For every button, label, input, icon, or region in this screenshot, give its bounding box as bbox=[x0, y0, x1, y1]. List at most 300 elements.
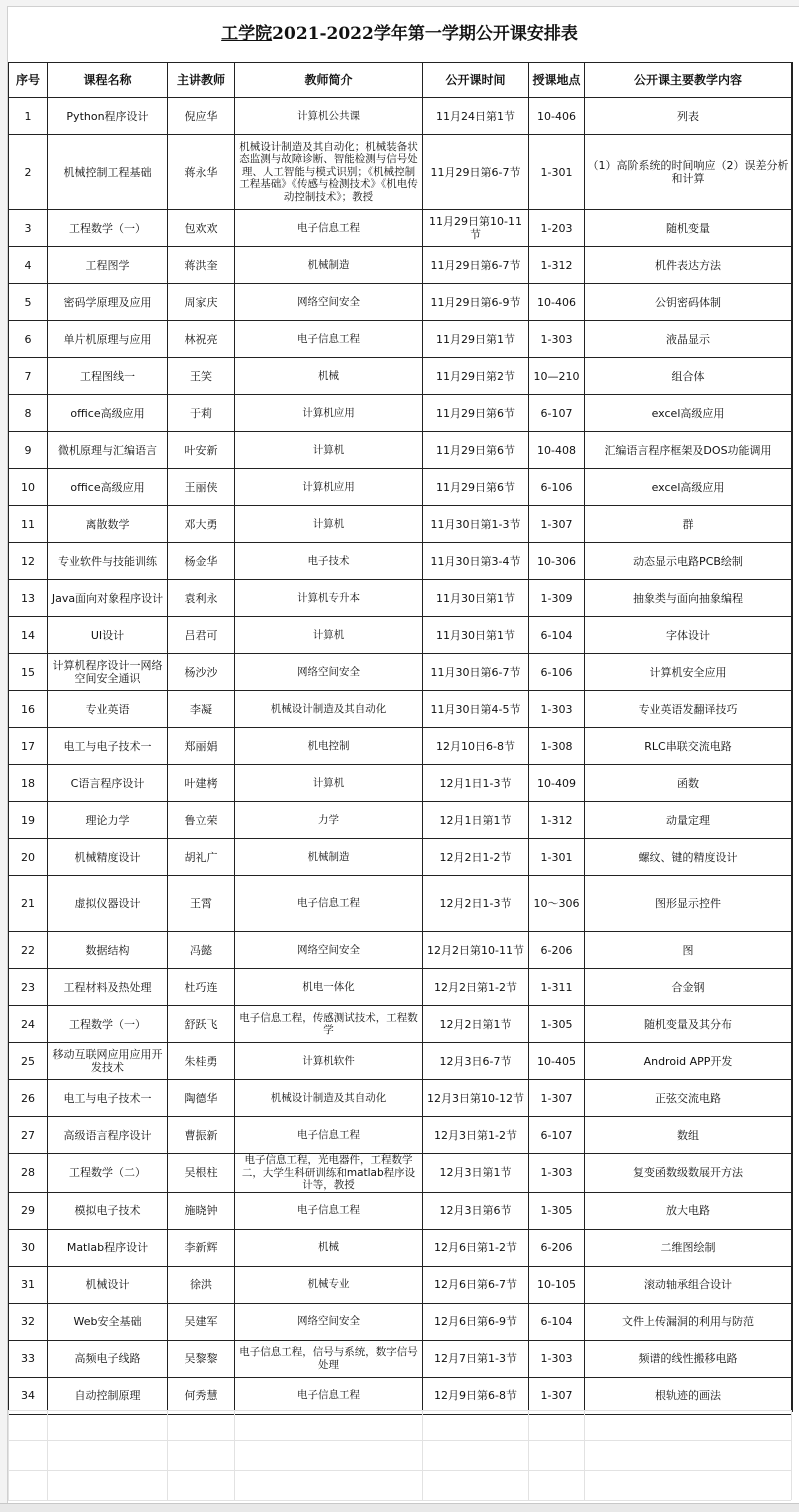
cell-content[interactable]: 字体设计 bbox=[585, 617, 792, 654]
cell-time[interactable]: 11月29日第2节 bbox=[423, 358, 529, 395]
cell-no[interactable]: 27 bbox=[9, 1117, 48, 1154]
cell-teacher[interactable]: 施晓钟 bbox=[168, 1192, 235, 1229]
cell-place[interactable]: 10-105 bbox=[529, 1266, 585, 1303]
cell-place[interactable]: 1-303 bbox=[529, 691, 585, 728]
cell-content[interactable]: 复变函数级数展开方法 bbox=[585, 1154, 792, 1193]
cell-time[interactable]: 12月1日1-3节 bbox=[423, 765, 529, 802]
cell-no[interactable]: 15 bbox=[9, 654, 48, 691]
cell-intro[interactable]: 计算机应用 bbox=[235, 469, 423, 506]
cell-no[interactable]: 4 bbox=[9, 247, 48, 284]
cell-course[interactable]: 高级语言程序设计 bbox=[48, 1117, 168, 1154]
cell-no[interactable]: 23 bbox=[9, 969, 48, 1006]
cell-time[interactable]: 12月6日第1-2节 bbox=[423, 1229, 529, 1266]
cell-no[interactable]: 5 bbox=[9, 284, 48, 321]
cell-course[interactable]: 电工与电子技术一 bbox=[48, 1080, 168, 1117]
cell-place[interactable]: 1-301 bbox=[529, 839, 585, 876]
table-row bbox=[9, 1117, 792, 1154]
cell-place[interactable]: 1-311 bbox=[529, 969, 585, 1006]
grid-line bbox=[8, 1410, 9, 1500]
cell-course[interactable]: Web安全基础 bbox=[48, 1303, 168, 1340]
cell-time[interactable]: 11月30日第1-3节 bbox=[423, 506, 529, 543]
grid-line bbox=[47, 1410, 48, 1500]
cell-teacher[interactable]: 杜巧连 bbox=[168, 969, 235, 1006]
cell-no[interactable]: 31 bbox=[9, 1266, 48, 1303]
cell-intro[interactable]: 机械 bbox=[235, 1229, 423, 1266]
cell-place[interactable]: 1-305 bbox=[529, 1192, 585, 1229]
cell-content[interactable]: RLC串联交流电路 bbox=[585, 728, 792, 765]
cell-course[interactable]: 工程数学（二） bbox=[48, 1154, 168, 1193]
cell-content[interactable]: 动态显示电路PCB绘制 bbox=[585, 543, 792, 580]
cell-teacher[interactable]: 何秀慧 bbox=[168, 1377, 235, 1414]
cell-teacher[interactable]: 李凝 bbox=[168, 691, 235, 728]
cell-intro[interactable]: 计算机 bbox=[235, 432, 423, 469]
cell-course[interactable]: 单片机原理与应用 bbox=[48, 321, 168, 358]
cell-teacher[interactable]: 蒋永华 bbox=[168, 135, 235, 210]
cell-place[interactable]: 10-405 bbox=[529, 1043, 585, 1080]
header-row bbox=[9, 63, 792, 98]
cell-no[interactable]: 19 bbox=[9, 802, 48, 839]
table-row bbox=[9, 1043, 792, 1080]
cell-time[interactable]: 12月2日第10-11节 bbox=[423, 932, 529, 969]
cell-teacher[interactable]: 吴建军 bbox=[168, 1303, 235, 1340]
cell-no[interactable]: 3 bbox=[9, 210, 48, 247]
table-row bbox=[9, 802, 792, 839]
cell-intro[interactable]: 网络空间安全 bbox=[235, 1303, 423, 1340]
cell-place[interactable]: 10-406 bbox=[529, 284, 585, 321]
cell-place[interactable]: 1-312 bbox=[529, 247, 585, 284]
header-cell-content[interactable]: 公开课主要教学内容 bbox=[585, 63, 792, 98]
cell-no[interactable]: 7 bbox=[9, 358, 48, 395]
cell-place[interactable]: 1-305 bbox=[529, 1006, 585, 1043]
table-row bbox=[9, 210, 792, 247]
cell-course[interactable]: 工程图线一 bbox=[48, 358, 168, 395]
grid-line bbox=[234, 1410, 235, 1500]
cell-place[interactable]: 10-406 bbox=[529, 98, 585, 135]
cell-course[interactable]: 微机原理与汇编语言 bbox=[48, 432, 168, 469]
table-row bbox=[9, 1154, 792, 1193]
cell-teacher[interactable]: 曹振新 bbox=[168, 1117, 235, 1154]
grid-line bbox=[528, 1410, 529, 1500]
cell-no[interactable]: 22 bbox=[9, 932, 48, 969]
cell-place[interactable]: 1-309 bbox=[529, 580, 585, 617]
table-row bbox=[9, 1340, 792, 1377]
cell-no[interactable]: 10 bbox=[9, 469, 48, 506]
cell-no[interactable]: 33 bbox=[9, 1340, 48, 1377]
cell-time[interactable]: 12月3日第1-2节 bbox=[423, 1117, 529, 1154]
cell-teacher[interactable]: 王丽侠 bbox=[168, 469, 235, 506]
cell-time[interactable]: 11月30日第1节 bbox=[423, 580, 529, 617]
cell-no[interactable]: 18 bbox=[9, 765, 48, 802]
cell-teacher[interactable]: 杨沙沙 bbox=[168, 654, 235, 691]
title-rest: 2021-2022学年第一学期公开课安排表 bbox=[272, 24, 578, 44]
cell-content[interactable]: Android APP开发 bbox=[585, 1043, 792, 1080]
cell-time[interactable]: 11月29日第10-11节 bbox=[423, 210, 529, 247]
cell-course[interactable]: 专业英语 bbox=[48, 691, 168, 728]
cell-time[interactable]: 12月6日第6-9节 bbox=[423, 1303, 529, 1340]
cell-no[interactable]: 24 bbox=[9, 1006, 48, 1043]
cell-course[interactable]: 数据结构 bbox=[48, 932, 168, 969]
cell-place[interactable]: 1-303 bbox=[529, 1154, 585, 1193]
cell-time[interactable]: 12月3日6-7节 bbox=[423, 1043, 529, 1080]
cell-intro[interactable]: 网络空间安全 bbox=[235, 284, 423, 321]
cell-no[interactable]: 8 bbox=[9, 395, 48, 432]
cell-course[interactable]: 密码学原理及应用 bbox=[48, 284, 168, 321]
cell-time[interactable]: 12月2日1-3节 bbox=[423, 876, 529, 932]
table-row bbox=[9, 654, 792, 691]
table-row bbox=[9, 691, 792, 728]
grid-line bbox=[167, 1410, 168, 1500]
table-row bbox=[9, 432, 792, 469]
table-row bbox=[9, 1377, 792, 1414]
table-row bbox=[9, 1266, 792, 1303]
cell-content[interactable]: 数组 bbox=[585, 1117, 792, 1154]
cell-intro[interactable]: 机械制造 bbox=[235, 839, 423, 876]
cell-course[interactable]: C语言程序设计 bbox=[48, 765, 168, 802]
cell-teacher[interactable]: 叶安新 bbox=[168, 432, 235, 469]
cell-time[interactable]: 12月3日第6节 bbox=[423, 1192, 529, 1229]
cell-content[interactable]: 根轨迹的画法 bbox=[585, 1377, 792, 1414]
cell-content[interactable]: 滚动轴承组合设计 bbox=[585, 1266, 792, 1303]
cell-course[interactable]: 虚拟仪器设计 bbox=[48, 876, 168, 932]
cell-no[interactable]: 2 bbox=[9, 135, 48, 210]
cell-intro[interactable]: 电子信息工程 bbox=[235, 876, 423, 932]
header-cell-time[interactable]: 公开课时间 bbox=[423, 63, 529, 98]
cell-place[interactable]: 1-303 bbox=[529, 321, 585, 358]
cell-place[interactable]: 1-301 bbox=[529, 135, 585, 210]
cell-place[interactable]: 10-408 bbox=[529, 432, 585, 469]
cell-time[interactable]: 11月29日第6节 bbox=[423, 395, 529, 432]
cell-content[interactable]: 二维图绘制 bbox=[585, 1229, 792, 1266]
table-row bbox=[9, 765, 792, 802]
cell-time[interactable]: 12月2日第1-2节 bbox=[423, 969, 529, 1006]
cell-teacher[interactable]: 吕君可 bbox=[168, 617, 235, 654]
cell-time[interactable]: 11月29日第6-7节 bbox=[423, 135, 529, 210]
grid-line bbox=[422, 1410, 423, 1500]
cell-course[interactable]: 机械设计 bbox=[48, 1266, 168, 1303]
cell-intro[interactable]: 网络空间安全 bbox=[235, 654, 423, 691]
cell-no[interactable]: 21 bbox=[9, 876, 48, 932]
grid-line bbox=[8, 1470, 791, 1471]
cell-no[interactable]: 26 bbox=[9, 1080, 48, 1117]
cell-no[interactable]: 12 bbox=[9, 543, 48, 580]
cell-content[interactable]: 动量定理 bbox=[585, 802, 792, 839]
table-row bbox=[9, 932, 792, 969]
cell-place[interactable]: 1-307 bbox=[529, 1377, 585, 1414]
cell-course[interactable]: Matlab程序设计 bbox=[48, 1229, 168, 1266]
cell-content[interactable]: 函数 bbox=[585, 765, 792, 802]
row-header-gutter bbox=[0, 6, 8, 1511]
cell-teacher[interactable]: 吴黎黎 bbox=[168, 1340, 235, 1377]
cell-time[interactable]: 11月29日第6节 bbox=[423, 432, 529, 469]
cell-place[interactable]: 6-107 bbox=[529, 1117, 585, 1154]
cell-content[interactable]: 汇编语言程序框架及DOS功能调用 bbox=[585, 432, 792, 469]
table-row bbox=[9, 728, 792, 765]
cell-time[interactable]: 11月29日第6节 bbox=[423, 469, 529, 506]
cell-place[interactable]: 1-307 bbox=[529, 506, 585, 543]
schedule-table bbox=[8, 62, 792, 1415]
header-cell-teacher[interactable]: 主讲教师 bbox=[168, 63, 235, 98]
cell-intro[interactable]: 机电控制 bbox=[235, 728, 423, 765]
cell-course[interactable]: 机械精度设计 bbox=[48, 839, 168, 876]
cell-teacher[interactable]: 袁利永 bbox=[168, 580, 235, 617]
cell-intro[interactable]: 机械制造 bbox=[235, 247, 423, 284]
cell-place[interactable]: 6-206 bbox=[529, 1229, 585, 1266]
cell-time[interactable]: 12月1日第1节 bbox=[423, 802, 529, 839]
cell-teacher[interactable]: 周家庆 bbox=[168, 284, 235, 321]
cell-time[interactable]: 12月9日第6-8节 bbox=[423, 1377, 529, 1414]
cell-no[interactable]: 9 bbox=[9, 432, 48, 469]
cell-no[interactable]: 25 bbox=[9, 1043, 48, 1080]
table-row bbox=[9, 1080, 792, 1117]
cell-time[interactable]: 11月30日第6-7节 bbox=[423, 654, 529, 691]
cell-teacher[interactable]: 徐洪 bbox=[168, 1266, 235, 1303]
cell-intro[interactable]: 计算机 bbox=[235, 617, 423, 654]
cell-place[interactable]: 6-106 bbox=[529, 654, 585, 691]
grid-line bbox=[8, 1410, 791, 1411]
cell-teacher[interactable]: 包欢欢 bbox=[168, 210, 235, 247]
cell-course[interactable]: 工程材料及热处理 bbox=[48, 969, 168, 1006]
cell-intro[interactable]: 机械设计制造及其自动化；机械装备状态监测与故障诊断、智能检测与信号处理、人工智能与模式识别；《机械控制工程基础》《传感与检测技术》《机电传动控制技术》；教授 bbox=[235, 135, 423, 210]
cell-intro[interactable]: 计算机应用 bbox=[235, 395, 423, 432]
cell-no[interactable]: 34 bbox=[9, 1377, 48, 1414]
cell-time[interactable]: 12月2日1-2节 bbox=[423, 839, 529, 876]
cell-no[interactable]: 28 bbox=[9, 1154, 48, 1193]
header-cell-place[interactable]: 授课地点 bbox=[529, 63, 585, 98]
cell-time[interactable]: 12月6日第6-7节 bbox=[423, 1266, 529, 1303]
cell-teacher[interactable]: 王笑 bbox=[168, 358, 235, 395]
cell-content[interactable]: 计算机安全应用 bbox=[585, 654, 792, 691]
table-row bbox=[9, 395, 792, 432]
cell-no[interactable]: 20 bbox=[9, 839, 48, 876]
cell-intro[interactable]: 电子信息工程 bbox=[235, 1192, 423, 1229]
cell-time[interactable]: 12月2日第1节 bbox=[423, 1006, 529, 1043]
cell-teacher[interactable]: 鲁立荣 bbox=[168, 802, 235, 839]
cell-teacher[interactable]: 陶德华 bbox=[168, 1080, 235, 1117]
cell-no[interactable]: 14 bbox=[9, 617, 48, 654]
cell-teacher[interactable]: 邓大勇 bbox=[168, 506, 235, 543]
cell-intro[interactable]: 电子信息工程，信号与系统，数字信号处理 bbox=[235, 1340, 423, 1377]
cell-course[interactable]: office高级应用 bbox=[48, 469, 168, 506]
table-row bbox=[9, 247, 792, 284]
cell-no[interactable]: 13 bbox=[9, 580, 48, 617]
cell-place[interactable]: 1-303 bbox=[529, 1340, 585, 1377]
cell-intro[interactable]: 电子信息工程 bbox=[235, 321, 423, 358]
cell-teacher[interactable]: 杨金华 bbox=[168, 543, 235, 580]
cell-teacher[interactable]: 于莉 bbox=[168, 395, 235, 432]
cell-teacher[interactable]: 郑丽娟 bbox=[168, 728, 235, 765]
cell-course[interactable]: 自动控制原理 bbox=[48, 1377, 168, 1414]
cell-content[interactable]: 螺纹、键的精度设计 bbox=[585, 839, 792, 876]
cell-intro[interactable]: 机电一体化 bbox=[235, 969, 423, 1006]
table-row bbox=[9, 543, 792, 580]
cell-intro[interactable]: 计算机 bbox=[235, 765, 423, 802]
cell-no[interactable]: 17 bbox=[9, 728, 48, 765]
table-row bbox=[9, 876, 792, 932]
table-row bbox=[9, 1006, 792, 1043]
cell-place[interactable]: 1-308 bbox=[529, 728, 585, 765]
cell-place[interactable]: 6-104 bbox=[529, 1303, 585, 1340]
cell-intro[interactable]: 机械专业 bbox=[235, 1266, 423, 1303]
cell-place[interactable]: 1-203 bbox=[529, 210, 585, 247]
cell-course[interactable]: 计算机程序设计一网络空间安全通识 bbox=[48, 654, 168, 691]
table-row bbox=[9, 969, 792, 1006]
cell-content[interactable]: 抽象类与面向抽象编程 bbox=[585, 580, 792, 617]
cell-time[interactable]: 11月29日第1节 bbox=[423, 321, 529, 358]
table-row bbox=[9, 321, 792, 358]
cell-time[interactable]: 12月7日第1-3节 bbox=[423, 1340, 529, 1377]
cell-intro[interactable]: 机械设计制造及其自动化 bbox=[235, 691, 423, 728]
grid-line bbox=[8, 1500, 791, 1501]
cell-content[interactable]: （1）高阶系统的时间响应（2）误差分析和计算 bbox=[585, 135, 792, 210]
cell-intro[interactable]: 电子技术 bbox=[235, 543, 423, 580]
cell-content[interactable]: 公钥密码体制 bbox=[585, 284, 792, 321]
cell-intro[interactable]: 电子信息工程 bbox=[235, 210, 423, 247]
table-row bbox=[9, 839, 792, 876]
cell-time[interactable]: 11月24日第1节 bbox=[423, 98, 529, 135]
cell-time[interactable]: 11月30日第4-5节 bbox=[423, 691, 529, 728]
cell-course[interactable]: 工程数学（一） bbox=[48, 210, 168, 247]
cell-course[interactable]: 专业软件与技能训练 bbox=[48, 543, 168, 580]
header-cell-no[interactable]: 序号 bbox=[9, 63, 48, 98]
grid-line bbox=[8, 1440, 791, 1441]
table-row bbox=[9, 135, 792, 210]
cell-intro[interactable]: 电子信息工程 bbox=[235, 1377, 423, 1414]
cell-place[interactable]: 10—210 bbox=[529, 358, 585, 395]
cell-course[interactable]: office高级应用 bbox=[48, 395, 168, 432]
cell-content[interactable]: 机件表达方法 bbox=[585, 247, 792, 284]
cell-time[interactable]: 12月10日6-8节 bbox=[423, 728, 529, 765]
cell-content[interactable]: 列表 bbox=[585, 98, 792, 135]
cell-intro[interactable]: 计算机公共课 bbox=[235, 98, 423, 135]
table-row bbox=[9, 284, 792, 321]
table-row bbox=[9, 580, 792, 617]
table-row bbox=[9, 506, 792, 543]
cell-intro[interactable]: 电子信息工程，光电器件，工程数学二，大学生科研训练和matlab程序设计等，教授 bbox=[235, 1154, 423, 1193]
cell-time[interactable]: 11月30日第3-4节 bbox=[423, 543, 529, 580]
cell-teacher[interactable]: 李新辉 bbox=[168, 1229, 235, 1266]
cell-content[interactable]: 正弦交流电路 bbox=[585, 1080, 792, 1117]
cell-content[interactable]: 组合体 bbox=[585, 358, 792, 395]
table-row bbox=[9, 1229, 792, 1266]
cell-content[interactable]: 专业英语发翻译技巧 bbox=[585, 691, 792, 728]
cell-content[interactable]: 频谱的线性搬移电路 bbox=[585, 1340, 792, 1377]
empty-cells-area bbox=[8, 1410, 791, 1500]
cell-content[interactable]: 图 bbox=[585, 932, 792, 969]
grid-line bbox=[584, 1410, 585, 1500]
cell-content[interactable]: 放大电路 bbox=[585, 1192, 792, 1229]
header-cell-course[interactable]: 课程名称 bbox=[48, 63, 168, 98]
cell-course[interactable]: 理论力学 bbox=[48, 802, 168, 839]
cell-place[interactable]: 10-409 bbox=[529, 765, 585, 802]
cell-place[interactable]: 10～306 bbox=[529, 876, 585, 932]
cell-place[interactable]: 6-104 bbox=[529, 617, 585, 654]
cell-no[interactable]: 29 bbox=[9, 1192, 48, 1229]
cell-intro[interactable]: 电子信息工程 bbox=[235, 1117, 423, 1154]
cell-content[interactable]: 图形显示控件 bbox=[585, 876, 792, 932]
cell-place[interactable]: 10-306 bbox=[529, 543, 585, 580]
cell-intro[interactable]: 力学 bbox=[235, 802, 423, 839]
cell-content[interactable]: 液晶显示 bbox=[585, 321, 792, 358]
cell-time[interactable]: 11月29日第6-9节 bbox=[423, 284, 529, 321]
cell-teacher[interactable]: 吴根柱 bbox=[168, 1154, 235, 1193]
cell-no[interactable]: 32 bbox=[9, 1303, 48, 1340]
cell-course[interactable]: 离散数学 bbox=[48, 506, 168, 543]
cell-content[interactable]: 合金钢 bbox=[585, 969, 792, 1006]
cell-place[interactable]: 1-307 bbox=[529, 1080, 585, 1117]
cell-place[interactable]: 6-106 bbox=[529, 469, 585, 506]
cell-course[interactable]: 工程图学 bbox=[48, 247, 168, 284]
cell-place[interactable]: 1-312 bbox=[529, 802, 585, 839]
extra-column-edge bbox=[792, 62, 799, 1412]
cell-course[interactable]: UI设计 bbox=[48, 617, 168, 654]
cell-teacher[interactable]: 王霄 bbox=[168, 876, 235, 932]
cell-content[interactable]: 随机变量 bbox=[585, 210, 792, 247]
cell-no[interactable]: 11 bbox=[9, 506, 48, 543]
cell-intro[interactable]: 机械设计制造及其自动化 bbox=[235, 1080, 423, 1117]
table-row bbox=[9, 469, 792, 506]
cell-teacher[interactable]: 蒋洪奎 bbox=[168, 247, 235, 284]
cell-content[interactable]: 随机变量及其分布 bbox=[585, 1006, 792, 1043]
cell-course[interactable]: 移动互联网应用应用开发技术 bbox=[48, 1043, 168, 1080]
cell-course[interactable]: 高频电子线路 bbox=[48, 1340, 168, 1377]
cell-course[interactable]: 机械控制工程基础 bbox=[48, 135, 168, 210]
grid-line bbox=[791, 1410, 792, 1500]
cell-teacher[interactable]: 冯懿 bbox=[168, 932, 235, 969]
cell-no[interactable]: 16 bbox=[9, 691, 48, 728]
cell-content[interactable]: excel高级应用 bbox=[585, 469, 792, 506]
cell-teacher[interactable]: 倪应华 bbox=[168, 98, 235, 135]
cell-course[interactable]: Python程序设计 bbox=[48, 98, 168, 135]
table-row bbox=[9, 1303, 792, 1340]
cell-teacher[interactable]: 叶建栲 bbox=[168, 765, 235, 802]
page-title bbox=[8, 14, 791, 54]
cell-course[interactable]: 模拟电子技术 bbox=[48, 1192, 168, 1229]
cell-teacher[interactable]: 林祝亮 bbox=[168, 321, 235, 358]
cell-no[interactable]: 6 bbox=[9, 321, 48, 358]
cell-place[interactable]: 6-206 bbox=[529, 932, 585, 969]
cell-course[interactable]: 工程数学（一） bbox=[48, 1006, 168, 1043]
table-row bbox=[9, 358, 792, 395]
cell-course[interactable]: 电工与电子技术一 bbox=[48, 728, 168, 765]
cell-intro[interactable]: 计算机专升本 bbox=[235, 580, 423, 617]
header-cell-intro[interactable]: 教师简介 bbox=[235, 63, 423, 98]
cell-intro[interactable]: 机械 bbox=[235, 358, 423, 395]
table-row bbox=[9, 98, 792, 135]
cell-no[interactable]: 1 bbox=[9, 98, 48, 135]
column-header-strip bbox=[0, 0, 799, 7]
cell-content[interactable]: 群 bbox=[585, 506, 792, 543]
cell-place[interactable]: 6-107 bbox=[529, 395, 585, 432]
cell-content[interactable]: excel高级应用 bbox=[585, 395, 792, 432]
cell-teacher[interactable]: 朱桂勇 bbox=[168, 1043, 235, 1080]
cell-teacher[interactable]: 舒跃飞 bbox=[168, 1006, 235, 1043]
cell-time[interactable]: 11月30日第1节 bbox=[423, 617, 529, 654]
table-row bbox=[9, 1192, 792, 1229]
cell-intro[interactable]: 计算机软件 bbox=[235, 1043, 423, 1080]
cell-intro[interactable]: 电子信息工程，传感测试技术，工程数学 bbox=[235, 1006, 423, 1043]
cell-no[interactable]: 30 bbox=[9, 1229, 48, 1266]
cell-teacher[interactable]: 胡礼广 bbox=[168, 839, 235, 876]
cell-intro[interactable]: 网络空间安全 bbox=[235, 932, 423, 969]
cell-time[interactable]: 12月3日第1节 bbox=[423, 1154, 529, 1193]
cell-time[interactable]: 12月3日第10-12节 bbox=[423, 1080, 529, 1117]
cell-course[interactable]: Java面向对象程序设计 bbox=[48, 580, 168, 617]
table-row bbox=[9, 617, 792, 654]
cell-time[interactable]: 11月29日第6-7节 bbox=[423, 247, 529, 284]
cell-intro[interactable]: 计算机 bbox=[235, 506, 423, 543]
title-prefix: 工学院 bbox=[221, 24, 273, 44]
cell-content[interactable]: 文件上传漏洞的利用与防范 bbox=[585, 1303, 792, 1340]
